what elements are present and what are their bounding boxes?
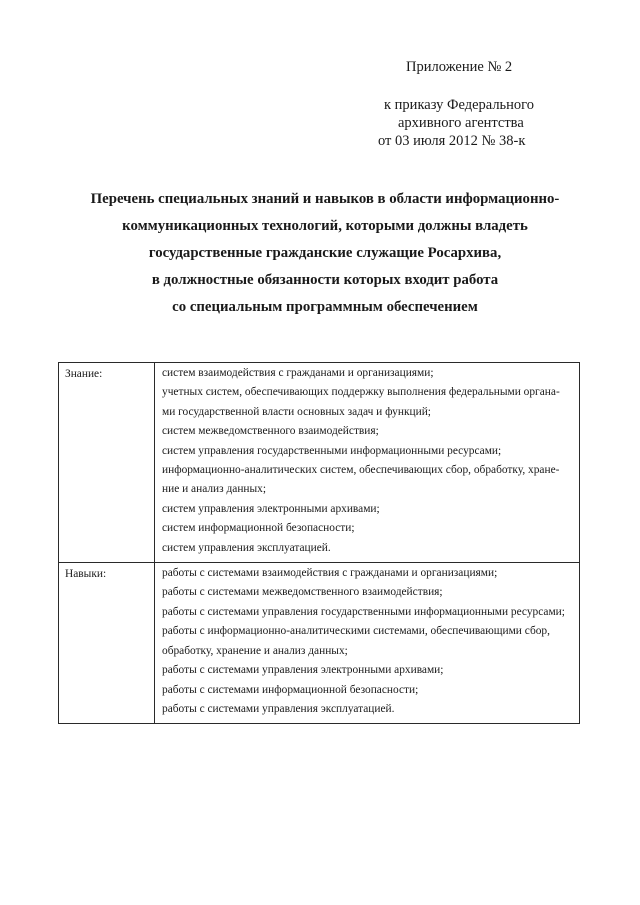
list-item: работы с системами управления электронными архивами; <box>162 664 444 677</box>
list-item: систем межведомственного взаимодействия; <box>162 425 379 438</box>
list-item: систем информационной безопасности; <box>162 522 355 535</box>
heading-line-1: Перечень специальных знаний и навыков в области информационно- <box>90 191 560 207</box>
heading-line-5: со специальным программным обеспечением <box>172 299 478 315</box>
annex-title: Приложение № 2 <box>406 59 513 75</box>
row-label-skills: Навыки: <box>59 563 155 724</box>
list-item: работы с системами управления государственными информационными ресурсами; <box>162 605 565 618</box>
annex-block <box>378 58 578 150</box>
list-item: ние и анализ данных; <box>162 483 267 496</box>
list-item: работы с системами взаимодействия с гражданами и организациями; <box>162 567 498 580</box>
list-item: систем управления эксплуатацией. <box>162 541 331 554</box>
table-row-knowledge <box>59 363 580 563</box>
row-content-knowledge <box>155 363 580 563</box>
list-item: работы с информационно-аналитическими системами, обеспечивающими сбор, <box>162 625 550 638</box>
annex-order-line-2: архивного агентства <box>398 115 524 131</box>
list-item: систем управления государственными информационными ресурсами; <box>162 444 502 457</box>
annex-order-line-3: от 03 июля 2012 № 38-к <box>378 133 526 149</box>
document-heading <box>40 186 610 321</box>
list-item: работы с системами управления эксплуатацией. <box>162 702 395 715</box>
row-label-knowledge: Знание: <box>59 363 155 563</box>
list-item: учетных систем, обеспечивающих поддержку выполнения федеральными органа- <box>162 386 560 399</box>
row-content-skills <box>155 563 580 724</box>
list-item: обработку, хранение и анализ данных; <box>162 644 348 657</box>
list-item: систем взаимодействия с гражданами и организациями; <box>162 367 434 379</box>
list-item: информационно-аналитических систем, обеспечивающих сбор, обработку, хране- <box>162 464 560 477</box>
list-item: работы с системами информационной безопасности; <box>162 683 419 696</box>
skills-table <box>58 362 580 724</box>
heading-line-3: государственные гражданские служащие Росархива, <box>148 245 502 261</box>
annex-spacer <box>378 76 578 96</box>
list-item: работы с системами межведомственного взаимодействия; <box>162 586 443 599</box>
heading-line-4: в должностные обязанности которых входит работа <box>151 272 499 288</box>
heading-line-2: коммуникационных технологий, которыми должны владеть <box>122 218 528 234</box>
list-item: систем управления электронными архивами; <box>162 502 380 515</box>
table-row-skills <box>59 563 580 724</box>
list-item: ми государственной власти основных задач и функций; <box>162 405 431 418</box>
annex-order-line-1: к приказу Федерального <box>384 97 535 113</box>
